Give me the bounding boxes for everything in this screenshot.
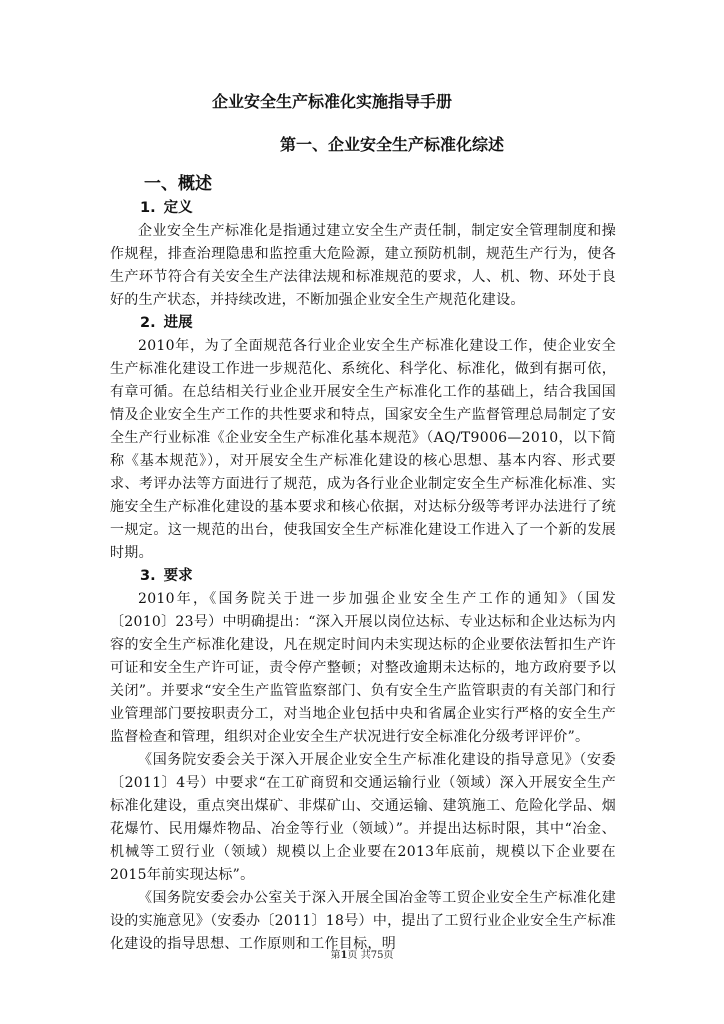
paragraph-requirements-implementation: 《国务院安委会办公室关于深入开展全国冶金等工贸企业安全生产标准化建设的实施意见》（安委办〔2011〕18号）中，提出了工贸行业企业安全生产标准化建设的指导思想、工作原则和工作目标，明 [110,890,616,952]
footer-suffix: 页 [383,950,394,961]
paragraph-requirements-guidance: 《国务院安委会关于深入开展企业安全生产标准化建设的指导意见》（安委〔2011〕4号）中要求“在工矿商贸和交通运输行业（领域）深入开展安全生产标准化建设，重点突出煤矿、非煤矿山、交通运输、建筑施工、危险化学品、烟花爆竹、民用爆炸物品、冶金等行业（领域）”。并提出达标时限，其中“冶金、机械等工贸行业（领域）规模以上企业要在2013年底前，规模以下企业要在2015年前实现达标”。 [110,752,616,883]
body-text [110,197,616,956]
paragraph-requirements-notice: 2010年，《国务院关于进一步加强企业安全生产工作的通知》（国发〔2010〕23号）中明确提出：“深入开展以岗位达标、专业达标和企业达标为内容的安全生产标准化建设，凡在规定时间内未实现达标的企业要依法暂扣生产许可证和安全生产许可证，责令停产整顿；对整改逾期未达标的，地方政府要予以关闭”。并要求“安全生产监管监察部门、负有安全生产监管职责的有关部门和行业管理部门要按职责分工，对当地企业包括中央和省属企业实行严格的安全生产监督检查和管理，组织对企业安全生产状况进行安全标准化分级考评评价”。 [110,591,616,745]
paragraph-definition: 企业安全生产标准化是指通过建立安全生产责任制，制定安全管理制度和操作规程，排查治理隐患和监控重大危险源，建立预防机制，规范生产行为，使各生产环节符合有关安全生产法律法规和标准规范的要求，人、机、物、环处于良好的生产状态，并持续改进，不断加强企业安全生产规范化建设。 [110,223,616,308]
chapter-title: 第一、企业安全生产标准化综述 [279,135,504,154]
page-number: 1 [340,950,348,961]
subsection-number: 2. [140,315,156,331]
paragraph-progress: 2010年，为了全面规范各行业企业安全生产标准化建设工作，使企业安全生产标准化建设工作进一步规范化、系统化、科学化、标准化，做到有据可依，有章可循。在总结相关行业企业开展安全生产标准化工作的基础上，结合我国国情及企业安全生产工作的共性要求和特点，国家安全生产监督管理总局制定了安全生产行业标准《企业安全生产标准化基本规范》（AQ/T9006—2010，以下简称《基本规范》），对开展安全生产标准化建设的核心思想、基本内容、形式要求、考评办法等方面进行了规范，成为各行业企业制定安全生产标准化标准、实施安全生产标准化建设的基本要求和核心依据，对达标分级等考评办法进行了统一规定。这一规范的出台，使我国安全生产标准化建设工作进入了一个新的发展时期。 [110,338,616,561]
subsection-title: 定义 [163,200,193,216]
subsection-number: 3. [140,568,156,584]
page-footer [0,949,724,963]
page-total: 75 [370,950,384,961]
footer-middle: 页 共 [347,950,371,961]
subsection-number: 1. [140,200,156,216]
footer-prefix: 第 [330,950,341,961]
subsection-title: 进展 [163,315,193,331]
subsection-title: 要求 [163,568,193,584]
subsection-heading-progress [110,312,616,335]
section-title: 一、概述 [144,174,212,194]
document-title: 企业安全生产标准化实施指导手册 [211,92,452,111]
subsection-heading-definition [110,197,616,220]
subsection-heading-requirements [110,565,616,588]
